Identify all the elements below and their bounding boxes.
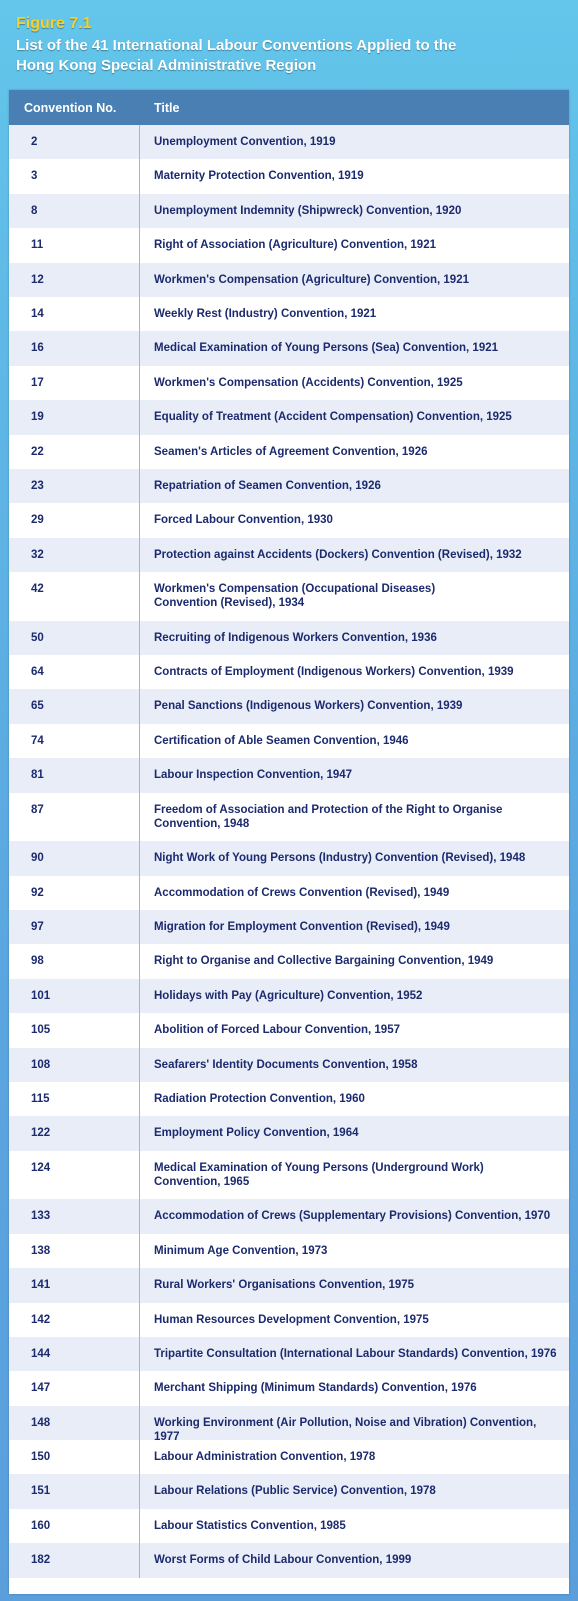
conventions-table <box>9 90 569 1594</box>
convention-title: Employment Policy Convention, 1964 <box>154 1127 359 1140</box>
convention-title: Tripartite Consultation (International Labour Standards) Convention, 1976 <box>154 1347 557 1360</box>
convention-title: Working Environment (Air Pollution, Noise and Vibration) Convention, 1977 <box>154 1416 537 1443</box>
convention-title: Worst Forms of Child Labour Convention, 1999 <box>154 1554 412 1567</box>
convention-number: 115 <box>9 1082 140 1116</box>
convention-number: 151 <box>9 1474 140 1508</box>
convention-number: 32 <box>9 538 140 572</box>
convention-number: 97 <box>9 910 140 944</box>
table-row <box>9 1234 569 1268</box>
table-row <box>9 366 569 400</box>
convention-title: Medical Examination of Young Persons (Sea) Convention, 1921 <box>154 342 499 355</box>
table-row <box>9 1371 569 1405</box>
table-row <box>9 538 569 572</box>
convention-title: Accommodation of Crews Convention (Revised), 1949 <box>154 886 450 899</box>
convention-title: Labour Relations (Public Service) Convention, 1978 <box>154 1485 436 1498</box>
table-row <box>9 297 569 331</box>
table-row <box>9 194 569 228</box>
convention-number: 150 <box>9 1440 140 1474</box>
table-row <box>9 1509 569 1543</box>
convention-title: Night Work of Young Persons (Industry) Convention (Revised), 1948 <box>154 852 526 865</box>
table-row <box>9 331 569 365</box>
convention-number: 160 <box>9 1509 140 1543</box>
convention-number: 87 <box>9 793 140 842</box>
convention-number: 2 <box>9 125 140 159</box>
convention-title: Workmen's Compensation (Accidents) Convention, 1925 <box>154 376 463 389</box>
convention-title: Labour Statistics Convention, 1985 <box>154 1519 346 1532</box>
table-row <box>9 1199 569 1233</box>
convention-title: Weekly Rest (Industry) Convention, 1921 <box>154 307 377 320</box>
convention-number: 3 <box>9 159 140 193</box>
convention-title: Protection against Accidents (Dockers) Convention (Revised), 1932 <box>154 548 522 561</box>
convention-title: Accommodation of Crews (Supplementary Provisions) Convention, 1970 <box>154 1210 551 1223</box>
table-row <box>9 263 569 297</box>
convention-number: 50 <box>9 621 140 655</box>
table-row <box>9 1048 569 1082</box>
convention-title: Equality of Treatment (Accident Compensation) Convention, 1925 <box>154 411 512 424</box>
convention-title: Minimum Age Convention, 1973 <box>154 1244 328 1257</box>
figure-title: List of the 41 International Labour Conventions Applied to the Hong Kong Special Administrative Region <box>16 37 457 74</box>
convention-title: Recruiting of Indigenous Workers Convention, 1936 <box>154 631 437 644</box>
table-row <box>9 655 569 689</box>
convention-title: Merchant Shipping (Minimum Standards) Convention, 1976 <box>154 1382 477 1395</box>
convention-title: Rural Workers' Organisations Convention, 1975 <box>154 1279 415 1292</box>
header-convention-no: Convention No. <box>24 100 117 115</box>
table-row <box>9 469 569 503</box>
table-row <box>9 503 569 537</box>
convention-number: 14 <box>9 297 140 331</box>
table-header <box>9 90 569 125</box>
convention-number: 141 <box>9 1268 140 1302</box>
convention-number: 42 <box>9 572 140 621</box>
table-row <box>9 689 569 723</box>
convention-number: 92 <box>9 876 140 910</box>
table-row <box>9 1440 569 1474</box>
convention-number: 64 <box>9 655 140 689</box>
convention-number: 101 <box>9 979 140 1013</box>
convention-number: 138 <box>9 1234 140 1268</box>
convention-number: 12 <box>9 263 140 297</box>
convention-title: Right of Association (Agriculture) Convention, 1921 <box>154 239 436 252</box>
table-row <box>9 793 569 842</box>
convention-number: 29 <box>9 503 140 537</box>
convention-number: 142 <box>9 1303 140 1337</box>
convention-title: Medical Examination of Young Persons (Underground Work) Convention, 1965 <box>154 1161 484 1188</box>
table-row <box>9 435 569 469</box>
convention-title: Labour Inspection Convention, 1947 <box>154 769 353 782</box>
convention-title: Seafarers' Identity Documents Convention, 1958 <box>154 1058 418 1071</box>
table-row <box>9 1151 569 1200</box>
convention-title: Unemployment Indemnity (Shipwreck) Convention, 1920 <box>154 204 462 217</box>
convention-number: 11 <box>9 228 140 262</box>
convention-number: 90 <box>9 841 140 875</box>
convention-number: 148 <box>9 1406 140 1440</box>
convention-number: 16 <box>9 331 140 365</box>
convention-title: Freedom of Association and Protection of the Right to Organise Convention, 1948 <box>154 803 503 830</box>
table-row <box>9 125 569 159</box>
table-row <box>9 228 569 262</box>
convention-title: Workmen's Compensation (Agriculture) Convention, 1921 <box>154 273 469 286</box>
convention-number: 19 <box>9 400 140 434</box>
convention-number: 8 <box>9 194 140 228</box>
table-row <box>9 1013 569 1047</box>
convention-title: Seamen's Articles of Agreement Convention, 1926 <box>154 445 428 458</box>
table-row <box>9 944 569 978</box>
table-row <box>9 1337 569 1371</box>
convention-title: Human Resources Development Convention, 1975 <box>154 1313 429 1326</box>
table-row <box>9 841 569 875</box>
table-row <box>9 1474 569 1508</box>
convention-number: 108 <box>9 1048 140 1082</box>
table-row <box>9 1116 569 1150</box>
convention-title: Repatriation of Seamen Convention, 1926 <box>154 479 381 492</box>
header-title: Title <box>154 100 180 115</box>
figure-label: Figure 7.1 <box>16 15 92 32</box>
table-row <box>9 1303 569 1337</box>
convention-title: Abolition of Forced Labour Convention, 1957 <box>154 1024 400 1037</box>
table-row <box>9 910 569 944</box>
convention-title: Workmen's Compensation (Occupational Diseases) Convention (Revised), 1934 <box>154 583 436 610</box>
table-row <box>9 1268 569 1302</box>
convention-number: 23 <box>9 469 140 503</box>
convention-number: 182 <box>9 1543 140 1577</box>
table-row <box>9 572 569 621</box>
convention-title: Contracts of Employment (Indigenous Workers) Convention, 1939 <box>154 666 514 679</box>
table-row <box>9 1543 569 1577</box>
convention-number: 105 <box>9 1013 140 1047</box>
convention-title: Certification of Able Seamen Convention, 1946 <box>154 734 409 747</box>
table-row <box>9 621 569 655</box>
convention-number: 147 <box>9 1371 140 1405</box>
convention-title: Migration for Employment Convention (Revised), 1949 <box>154 921 450 933</box>
table-row <box>9 876 569 910</box>
convention-title: Right to Organise and Collective Bargaining Convention, 1949 <box>154 955 494 968</box>
convention-title: Forced Labour Convention, 1930 <box>154 514 333 527</box>
convention-number: 81 <box>9 758 140 792</box>
table-row <box>9 1082 569 1116</box>
convention-number: 74 <box>9 724 140 758</box>
convention-number: 65 <box>9 689 140 723</box>
convention-title: Radiation Protection Convention, 1960 <box>154 1092 365 1105</box>
convention-title: Unemployment Convention, 1919 <box>154 136 336 148</box>
convention-number: 133 <box>9 1199 140 1233</box>
table-body <box>9 125 569 1578</box>
convention-number: 124 <box>9 1151 140 1200</box>
convention-title: Maternity Protection Convention, 1919 <box>154 170 364 183</box>
table-row <box>9 724 569 758</box>
table-row <box>9 1406 569 1443</box>
figure-header <box>16 14 562 76</box>
convention-number: 98 <box>9 944 140 978</box>
convention-number: 122 <box>9 1116 140 1150</box>
convention-number: 17 <box>9 366 140 400</box>
table-row <box>9 979 569 1013</box>
table-row <box>9 758 569 792</box>
convention-number: 144 <box>9 1337 140 1371</box>
convention-title: Penal Sanctions (Indigenous Workers) Convention, 1939 <box>154 700 463 713</box>
convention-title: Labour Administration Convention, 1978 <box>154 1451 376 1464</box>
convention-number: 22 <box>9 435 140 469</box>
table-row <box>9 400 569 434</box>
convention-title: Holidays with Pay (Agriculture) Convention, 1952 <box>154 989 423 1002</box>
table-row <box>9 159 569 193</box>
